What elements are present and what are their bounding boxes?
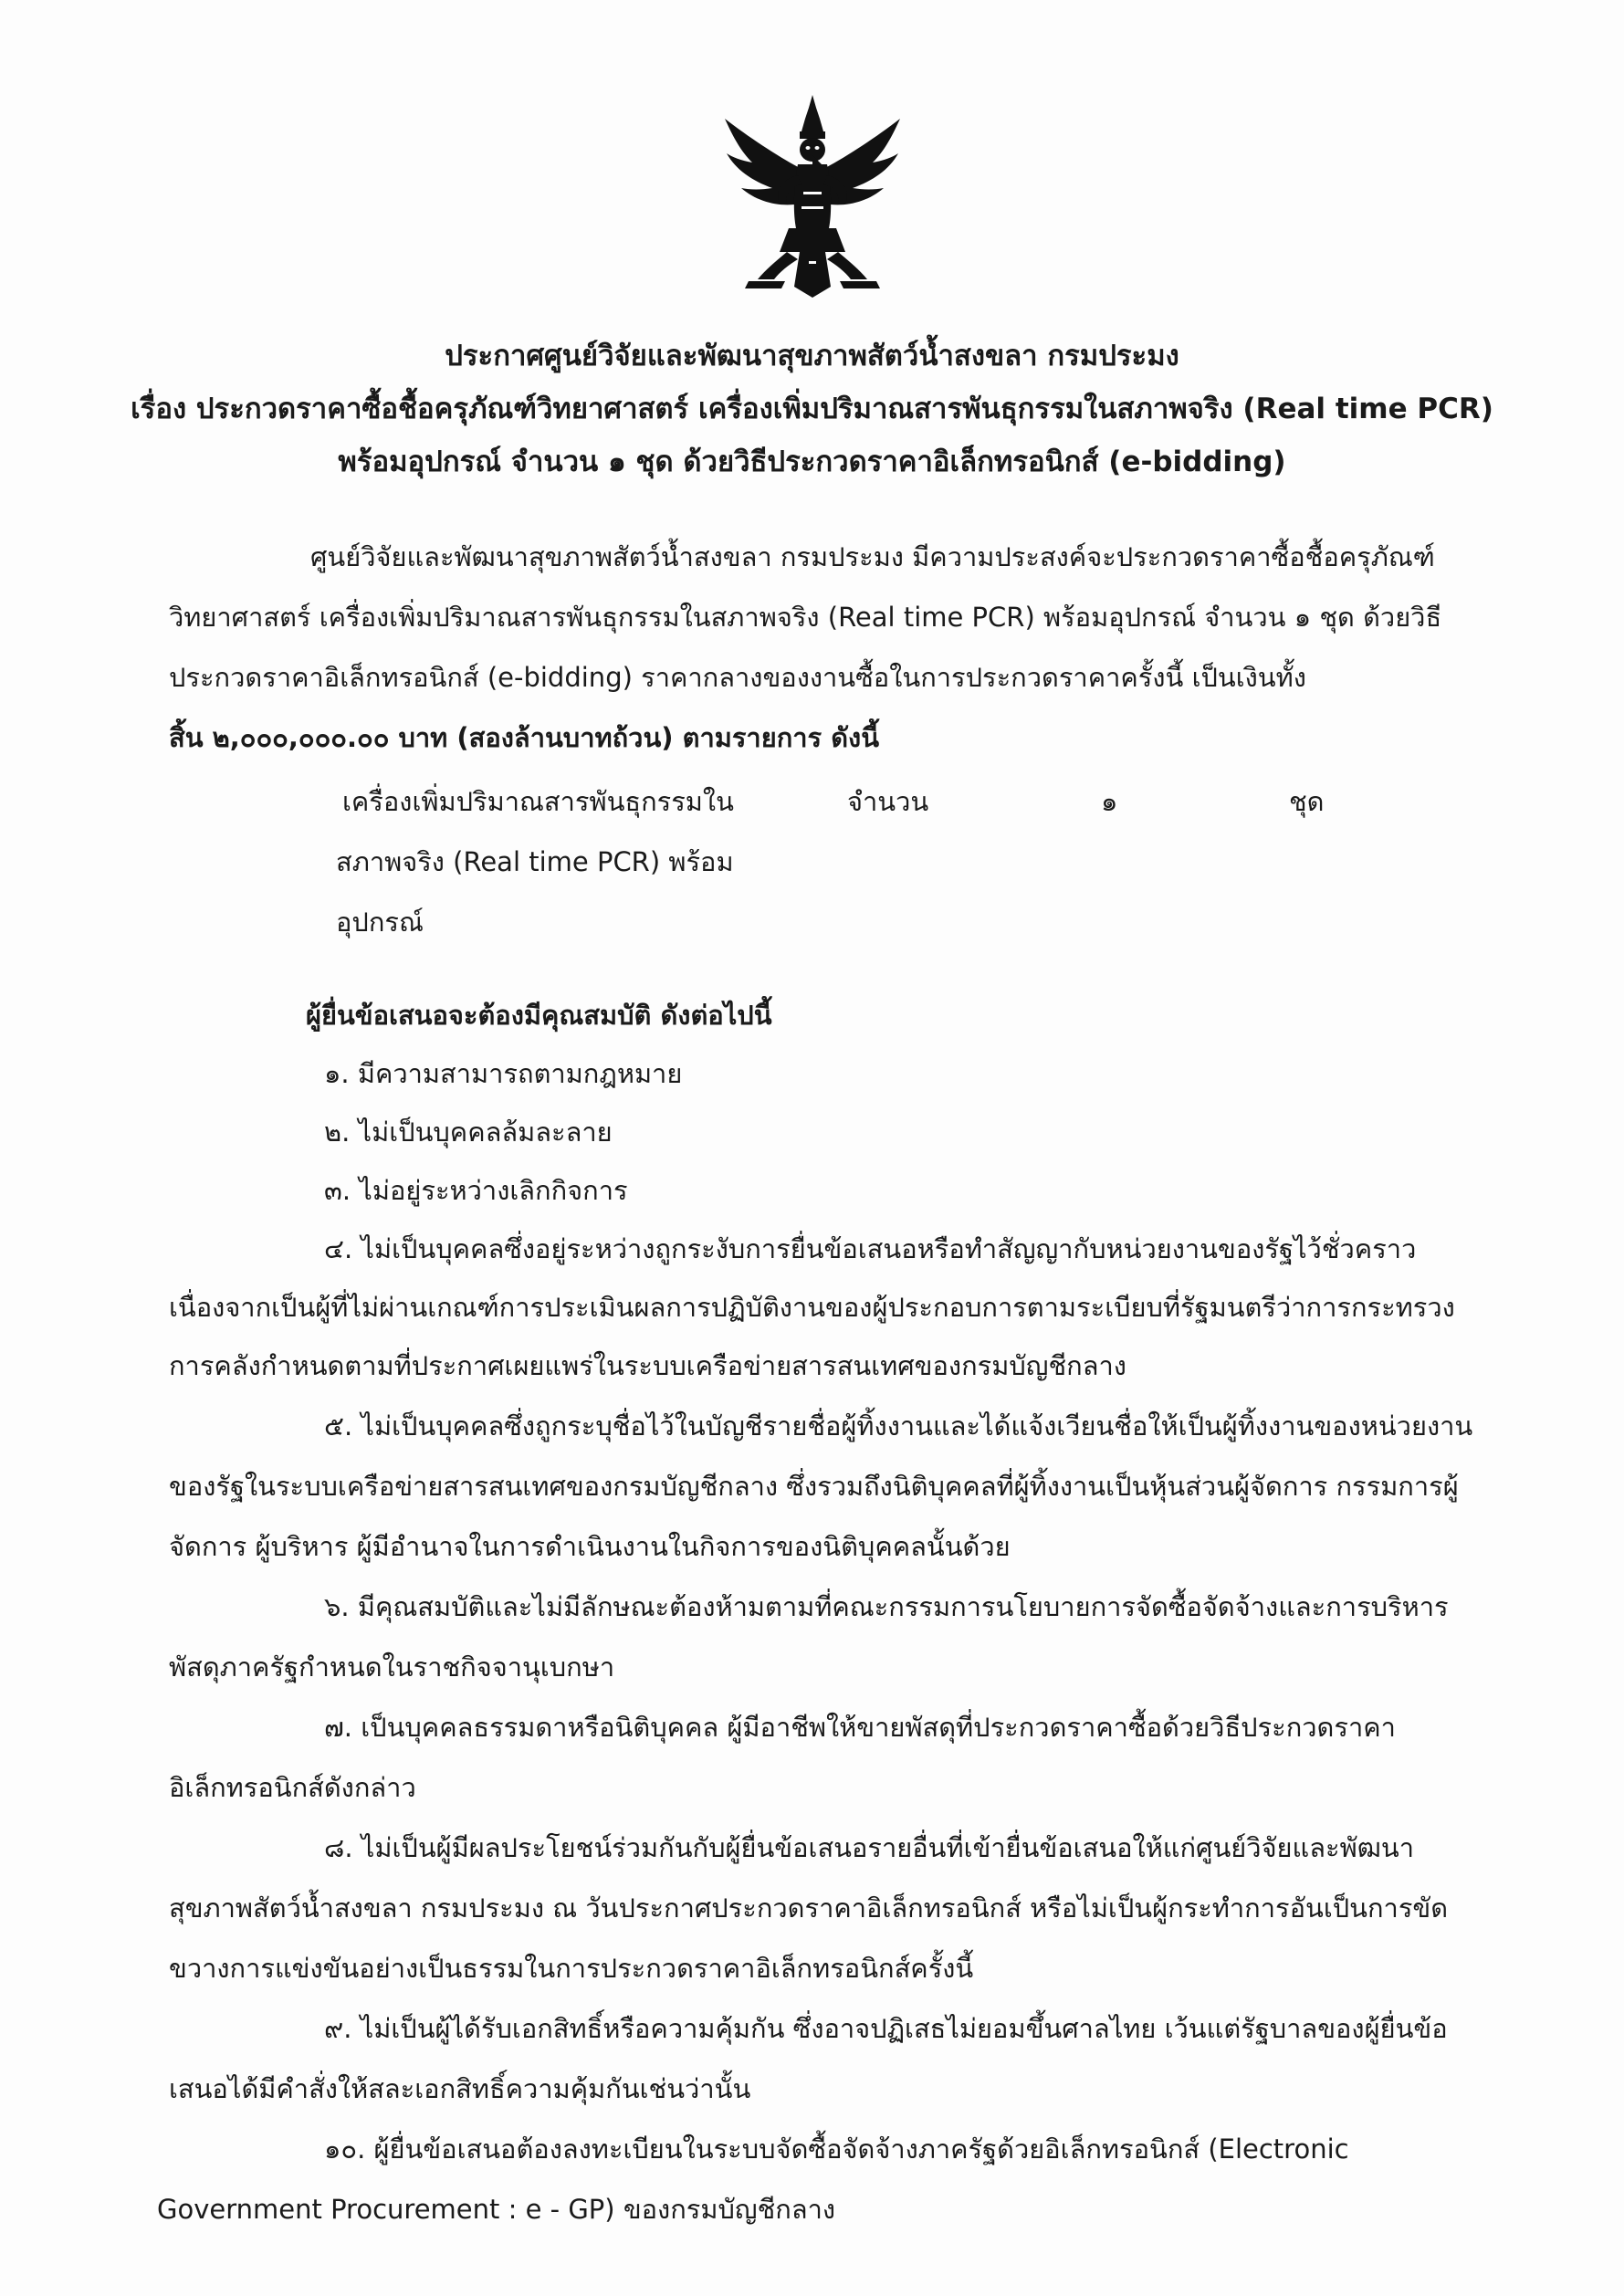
item-name-line-1: เครื่องเพิ่มปริมาณสารพันธุกรรมใน: [342, 786, 734, 817]
intro-line-2: วิทยาศาสตร์ เครื่องเพิ่มปริมาณสารพันธุกรรมในสภาพจริง (Real time PCR) พร้อมอุปกรณ์ จำนวน ๑ ชุด ด้วยวิธี: [169, 602, 1442, 633]
intro-line-4: สิ้น ๒,๐๐๐,๐๐๐.๐๐ บาท (สองล้านบาทถ้วน) ตามรายการ ดังนี้: [169, 722, 880, 753]
item-quantity: ๑: [1101, 786, 1118, 817]
qualification-9-line-1: ๙. ไม่เป็นผู้ได้รับเอกสิทธิ์หรือความคุ้มกัน ซึ่งอาจปฏิเสธไม่ยอมขึ้นศาลไทย เว้นแต่รัฐบาลของผู้ยื่นข้อ: [324, 2013, 1448, 2044]
title-line-3: พร้อมอุปกรณ์ จำนวน ๑ ชุด ด้วยวิธีประกวดราคาอิเล็กทรอนิกส์ (e-bidding): [338, 446, 1286, 478]
qualification-5-line-3: จัดการ ผู้บริหาร ผู้มีอำนาจในการดำเนินงานในกิจการของนิติบุคคลนั้นด้วย: [169, 1531, 1011, 1562]
qualification-4-line-1: ๔. ไม่เป็นบุคคลซึ่งอยู่ระหว่างถูกระงับการยื่นข้อเสนอหรือทำสัญญากับหน่วยงานของรัฐไว้ชั่วคราว: [324, 1233, 1417, 1264]
qualification-8-line-1: ๘. ไม่เป็นผู้มีผลประโยชน์ร่วมกันกับผู้ยื่นข้อเสนอรายอื่นที่เข้ายื่นข้อเสนอให้แก่ศูนย์วิจัยและพัฒนา: [324, 1832, 1415, 1863]
qualification-6-line-2: พัสดุภาครัฐกำหนดในราชกิจจานุเบกษา: [169, 1651, 615, 1683]
qualification-10-line-2: Government Procurement : e - GP) ของกรมบัญชีกลาง: [157, 2194, 836, 2225]
qualification-9-line-2: เสนอได้มีคำสั่งให้สละเอกสิทธิ์ความคุ้มกันเช่นว่านั้น: [169, 2073, 751, 2104]
qualification-6-line-1: ๖. มีคุณสมบัติและไม่มีลักษณะต้องห้ามตามที่คณะกรรมการนโยบายการจัดซื้อจัดจ้างและการบริหาร: [324, 1591, 1449, 1622]
intro-line-1: ศูนย์วิจัยและพัฒนาสุขภาพสัตว์น้ำสงขลา กรมประมง มีความประสงค์จะประกวดราคาซื้อชื้อครุภัณฑ์: [310, 541, 1435, 572]
title-line-2: เรื่อง ประกวดราคาซื้อชื้อครุภัณฑ์วิทยาศาสตร์ เครื่องเพิ่มปริมาณสารพันธุกรรมในสภาพจริง (Real time PCR): [131, 393, 1493, 425]
qualification-8-line-3: ขวางการแข่งขันอย่างเป็นธรรมในการประกวดราคาอิเล็กทรอนิกส์ครั้งนี้: [169, 1953, 974, 1984]
qualifications-heading: ผู้ยื่นข้อเสนอจะต้องมีคุณสมบัติ ดังต่อไปนี้: [306, 1000, 772, 1031]
qualification-3: ๓. ไม่อยู่ระหว่างเลิกกิจการ: [324, 1175, 628, 1206]
qualification-1: ๑. มีความสามารถตามกฎหมาย: [324, 1058, 683, 1089]
item-name-line-2: สภาพจริง (Real time PCR) พร้อม: [336, 846, 734, 877]
qualification-5-line-1: ๕. ไม่เป็นบุคคลซึ่งถูกระบุชื่อไว้ในบัญชีรายชื่อผู้ทิ้งงานและได้แจ้งเวียนชื่อให้เป็นผู้ทิ้งงานของหน่วยงาน: [324, 1410, 1473, 1442]
garuda-emblem-icon: [721, 91, 904, 299]
qualification-7-line-2: อิเล็กทรอนิกส์ดังกล่าว: [169, 1772, 416, 1803]
title-line-1: ประกาศศูนย์วิจัยและพัฒนาสุขภาพสัตว์น้ำสงขลา กรมประมง: [445, 340, 1179, 372]
qualification-10-line-1: ๑๐. ผู้ยื่นข้อเสนอต้องลงทะเบียนในระบบจัดซื้อจัดจ้างภาครัฐด้วยอิเล็กทรอนิกส์ (Electronic: [324, 2133, 1349, 2165]
qualification-4-line-3: การคลังกำหนดตามที่ประกาศเผยแพร่ในระบบเครือข่ายสารสนเทศของกรมบัญชีกลาง: [169, 1350, 1126, 1381]
qualification-8-line-2: สุขภาพสัตว์น้ำสงขลา กรมประมง ณ วันประกาศประกวดราคาอิเล็กทรอนิกส์ หรือไม่เป็นผู้กระทำการอันเป็นการขัด: [169, 1892, 1449, 1924]
item-name-line-3: อุปกรณ์: [336, 907, 424, 938]
qualification-2: ๒. ไม่เป็นบุคคลล้มละลาย: [324, 1117, 613, 1148]
item-quantity-label: จำนวน: [847, 786, 929, 817]
item-unit: ชุด: [1289, 786, 1325, 817]
qualification-4-line-2: เนื่องจากเป็นผู้ที่ไม่ผ่านเกณฑ์การประเมินผลการปฏิบัติงานของผู้ประกอบการตามระเบียบที่รัฐมนตรีว่าการกระทรวง: [169, 1292, 1455, 1323]
intro-line-3: ประกวดราคาอิเล็กทรอนิกส์ (e-bidding) ราคากลางของงานซื้อในการประกวดราคาครั้งนี้ เป็นเงินทั้ง: [169, 662, 1306, 693]
qualification-7-line-1: ๗. เป็นบุคคลธรรมดาหรือนิติบุคคล ผู้มีอาชีพให้ขายพัสดุที่ประกวดราคาซื้อด้วยวิธีประกวดราคา: [324, 1712, 1396, 1743]
qualification-5-line-2: ของรัฐในระบบเครือข่ายสารสนเทศของกรมบัญชีกลาง ซึ่งรวมถึงนิติบุคคลที่ผู้ทิ้งงานเป็นหุ้นส่วนผู้จัดการ กรรมการผู้: [169, 1471, 1459, 1502]
